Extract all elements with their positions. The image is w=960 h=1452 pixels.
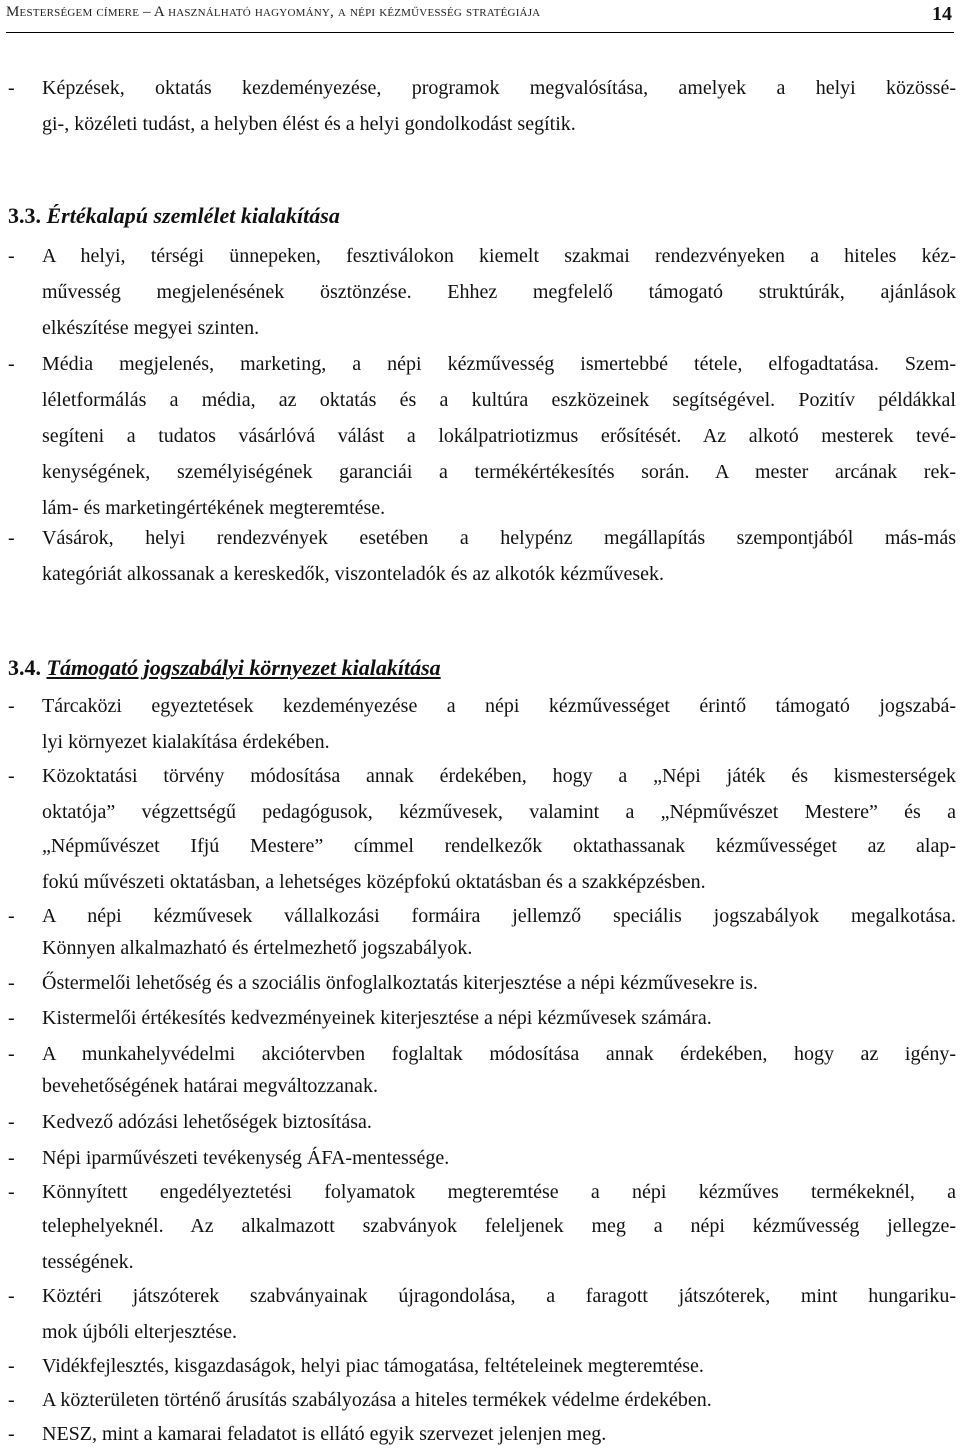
list-dash: - xyxy=(8,972,15,994)
list-line: bevehetőségének határai megváltozzanak. xyxy=(42,1075,378,1097)
list-dash: - xyxy=(8,245,15,267)
list-line: léletformálás a média, az oktatás és a kultúra eszközeinek segítségével. Pozitív példákkal xyxy=(42,389,956,411)
list-line: A helyi, térségi ünnepeken, fesztiválokon kiemelt szakmai rendezvényeken a hiteles kéz- xyxy=(42,245,956,267)
list-line: Vásárok, helyi rendezvények esetében a helypénz megállapítás szempontjából más-más xyxy=(42,527,956,549)
list-line: elkészítése megyei szinten. xyxy=(42,317,260,339)
list-line: Tárcaközi egyeztetések kezdeményezése a népi kézművességet érintő támogató jogszabá- xyxy=(42,695,956,717)
list-line: oktatója” végzettségű pedagógusok, kézművesek, valamint a „Népművészet Mestere” és a xyxy=(42,801,956,823)
list-line: A munkahelyvédelmi akciótervben foglaltak módosítása annak érdekében, hogy az igény- xyxy=(42,1043,956,1065)
list-line: Őstermelői lehetőség és a szociális önfoglalkoztatás kiterjesztése a népi kézművesekre is. xyxy=(42,972,758,994)
list-line: művesség megjelenésének ösztönzése. Ehhez megfelelő támogató struktúrák, ajánlások xyxy=(42,281,956,303)
list-dash: - xyxy=(8,1389,15,1411)
list-dash: - xyxy=(8,353,15,375)
list-line: Köztéri játszóterek szabványainak újragondolása, a faragott játszóterek, mint hungariku- xyxy=(42,1285,956,1307)
list-dash: - xyxy=(8,527,15,549)
list-line: NESZ, mint a kamarai feladatot is ellátó egyik szervezet jelenjen meg. xyxy=(42,1423,607,1445)
list-line: Média megjelenés, marketing, a népi kézművesség ismertebbé tétele, elfogadtatása. Szem- xyxy=(42,353,956,375)
header-title: Mesterségem címere – A használható hagyomány, a népi kézművesség stratégiája xyxy=(6,4,541,20)
page-number: 14 xyxy=(932,3,952,25)
list-line: mok újbóli elterjesztése. xyxy=(42,1321,237,1343)
list-dash: - xyxy=(8,1181,15,1203)
list-line: Képzések, oktatás kezdeményezése, programok megvalósítása, amelyek a helyi közössé- xyxy=(42,77,956,99)
list-line: A közterületen történő árusítás szabályozása a hiteles termékek védelme érdekében. xyxy=(42,1389,712,1411)
list-line: Könnyen alkalmazható és értelmezhető jogszabályok. xyxy=(42,937,473,959)
list-line: kategóriát alkossanak a kereskedők, viszonteladók és az alkotók kézművesek. xyxy=(42,563,665,585)
list-line: lám- és marketingértékének megteremtése. xyxy=(42,497,386,519)
list-line: fokú művészeti oktatásban, a lehetséges középfokú oktatásban és a szakképzésben. xyxy=(42,871,706,893)
list-dash: - xyxy=(8,1423,15,1445)
list-line: Kedvező adózási lehetőségek biztosítása. xyxy=(42,1111,372,1133)
list-line: Közoktatási törvény módosítása annak érdekében, hogy a „Népi játék és kismesterségek xyxy=(42,765,956,787)
list-line: Vidékfejlesztés, kisgazdaságok, helyi piac támogatása, feltételeinek megteremtése. xyxy=(42,1355,704,1377)
list-line: kenységének, személyiségének garanciái a termékértékesítés során. A mester arcának rek- xyxy=(42,461,956,483)
list-dash: - xyxy=(8,1111,15,1133)
list-dash: - xyxy=(8,1007,15,1029)
list-dash: - xyxy=(8,905,15,927)
list-dash: - xyxy=(8,1285,15,1307)
list-line: gi-, közéleti tudást, a helyben élést és a helyi gondolkodást segítik. xyxy=(42,113,576,135)
list-line: A népi kézművesek vállalkozási formáira jellemző speciális jogszabályok megalkotása. xyxy=(42,905,956,927)
section-number: 3.3. xyxy=(8,203,41,228)
list-dash: - xyxy=(8,1355,15,1377)
list-line: telephelyeknél. Az alkalmazott szabványok feleljenek meg a népi kézművesség jellegze- xyxy=(42,1215,956,1237)
list-line: segíteni a tudatos vásárlóvá válást a lokálpatriotizmus erősítését. Az alkotó mesterek tevé- xyxy=(42,425,956,447)
list-line: Népi iparművészeti tevékenység ÁFA-mentessége. xyxy=(42,1147,450,1169)
list-line: „Népművészet Ifjú Mestere” címmel rendelkezők oktathassanak kézművességet az alap- xyxy=(42,835,956,857)
section-title: Támogató jogszabályi környezet kialakítása xyxy=(46,655,441,680)
list-line: Könnyített engedélyeztetési folyamatok megteremtése a népi kézműves termékeknél, a xyxy=(42,1181,956,1203)
section-title: Értékalapú szemlélet kialakítása xyxy=(46,203,340,228)
list-line: tességének. xyxy=(42,1251,134,1273)
list-dash: - xyxy=(8,1147,15,1169)
list-line: lyi környezet kialakítása érdekében. xyxy=(42,731,330,753)
section-number: 3.4. xyxy=(8,655,41,680)
list-dash: - xyxy=(8,765,15,787)
list-dash: - xyxy=(8,77,15,99)
list-dash: - xyxy=(8,1043,15,1065)
list-dash: - xyxy=(8,695,15,717)
section-heading-3-4 xyxy=(8,650,441,686)
running-header xyxy=(6,4,954,33)
section-heading-3-3 xyxy=(8,198,340,234)
list-line: Kistermelői értékesítés kedvezményeinek kiterjesztése a népi kézművesek számára. xyxy=(42,1007,712,1029)
